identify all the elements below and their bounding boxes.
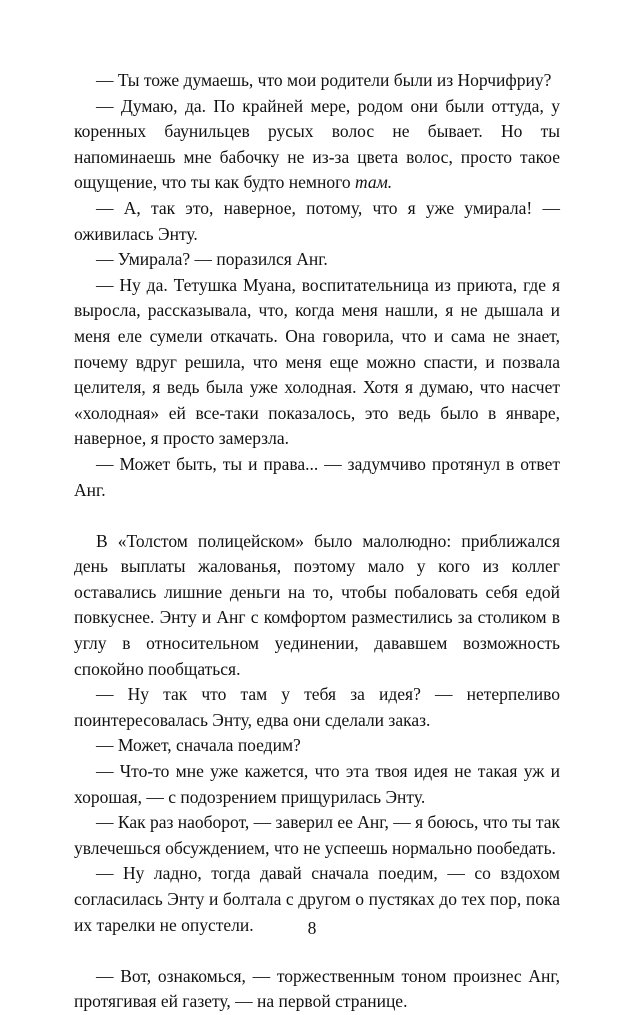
- paragraph: В «Толстом полицейском» было малолюдно: приближался день выплаты жалованья, поэтому мало у кого из коллег оставались лишние деньги на то, чтобы побаловать себя едой повкуснее. Энту и Анг с комфортом разместились за столиком в углу в относительном уединении, дававшем возможность спокойно пообщаться.: [74, 530, 560, 679]
- paragraph: — Умирала? — поразился Анг.: [96, 249, 328, 270]
- italic-word: там.: [355, 172, 393, 193]
- paragraph: [74, 94, 560, 196]
- paragraph: — Ну да. Тетушка Муана, воспитательница из приюта, где я выросла, рассказывала, что, когда меня нашли, я не дышала и меня еле сумели откачать. Она говорила, что и сама не знает, почему вдруг решила, что меня еще можно спасти, и позвала целителя, я ведь была уже холодная. Хотя я думаю, что насчет «холодная» ей все-таки показалось, это ведь было в январе, наверное, я просто замерзла.: [74, 274, 560, 449]
- paragraph: — Ну так что там у тебя за идея? — нетерпеливо поинтересовалась Энту, едва они сделали заказ.: [74, 684, 560, 730]
- section-break: [74, 938, 560, 964]
- paragraph: — Как раз наоборот, — заверил ее Анг, — я боюсь, что ты так увлечешься обсуждением, что не успеешь нормально пообедать.: [74, 812, 561, 858]
- page-number: 8: [307, 918, 317, 938]
- paragraph: — Может быть, ты и права... — задумчиво протянул в ответ Анг.: [74, 453, 560, 500]
- section-break: [74, 503, 560, 529]
- paragraph-text: — Думаю, да. По крайней мере, родом они были оттуда, у коренных баунильцев русых волос не бывает. Но ты напоминаешь мне бабочку не из-за цвета волос, просто такое ощущение, что ты как будто немного: [74, 95, 560, 193]
- paragraph: — Вот, ознакомься, — торжественным тоном произнес Анг, протягивая ей газету, — на первой странице.: [74, 965, 560, 1012]
- paragraph: — Что-то мне уже кажется, что эта твоя идея не такая уж и хорошая, — с подозрением прищурилась Энту.: [74, 761, 560, 807]
- paragraph: — А, так это, наверное, потому, что я уже умирала! — оживилась Энту.: [74, 197, 560, 244]
- paragraph: — Ты тоже думаешь, что мои родители были из Норчифриу?: [96, 70, 552, 90]
- book-page-text: [74, 68, 560, 1015]
- paragraph: — Может, сначала поедим?: [96, 735, 301, 756]
- paragraph: — Ну ладно, тогда давай сначала поедим, — со вздохом согласилась Энту и болтала с другом о пустяках до тех пор, пока их тарелки не опустели.: [74, 863, 560, 935]
